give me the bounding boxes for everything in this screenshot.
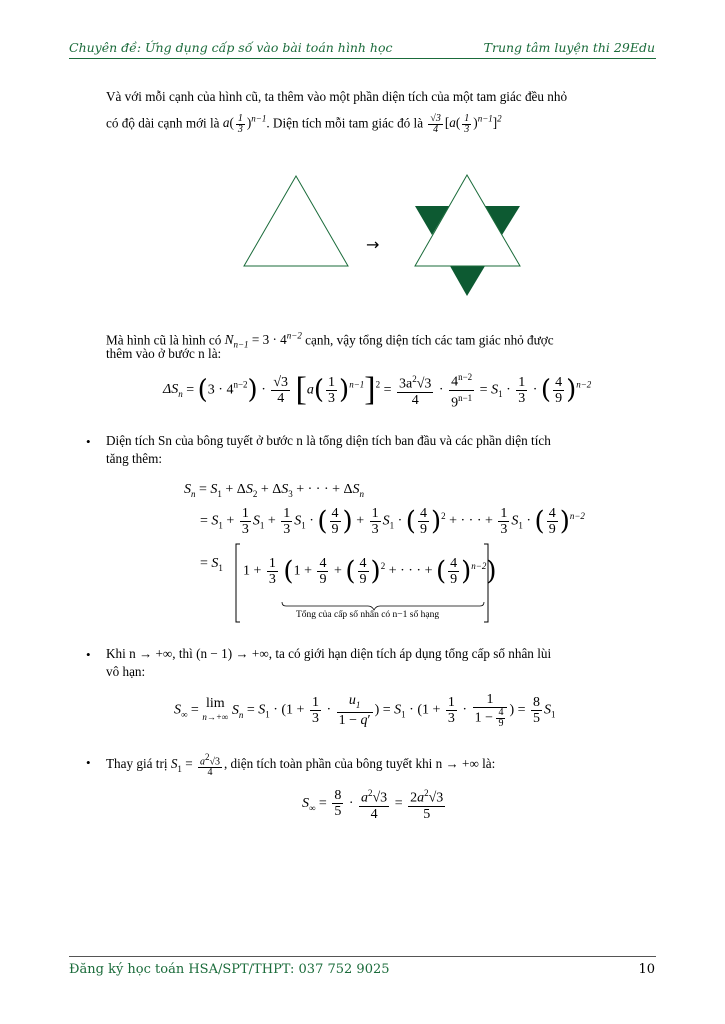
page-number: 10	[638, 962, 655, 977]
para2-line-2: thêm vào ở bước n là:	[106, 346, 222, 361]
equation-delta-s: $\Delta S_n = (3 \cdot 4^{n-2})$ · $\frac{√3}{4}$ [a( $\frac{1}{3}$ )$^{n-1}$]$^2$ = $\frac{3a^2√3}{4}$ · $\frac{4^{n-2}}{9^{n-1}}$ = $S_1$ · $\frac{1}{3}$ · ( $\frac{4}{9}$ )$^{n-2}$	[163, 371, 592, 411]
underbrace-caption: Tổng của cấp số nhân có n−1 số hạng	[296, 610, 440, 620]
header-title: Chuyên đề: Ứng dụng cấp số vào bài toán hình học	[69, 40, 393, 55]
equation-bracket-content: 1 + $\frac{1}{3}$ (1 + $\frac{4}{9}$ + ( $\frac{4}{9}$ )$^2$ + · · · + ( $\frac{4}{9}$ )$^{n-2}$)	[243, 556, 497, 587]
bullet3-line: Thay giá trị $S_1$ = $\frac{a^2√3}{4}$ , diện tích toàn phần của bông tuyết khi n → +∞ là:	[106, 752, 496, 779]
bullet3-text-a: Thay giá trị	[106, 756, 168, 772]
bullet1-line-2: tăng thêm:	[106, 451, 163, 466]
equation-final-area: $S_\infty$ = $\frac{8}{5}$ · $\frac{a^2√3}{4}$ = $\frac{2a^2√3}{5}$	[302, 788, 444, 822]
footer-contact: Đăng ký học toán HSA/SPT/THPT: 037 752 9025	[69, 962, 390, 977]
equation-limit: $S_\infty = \lim$ n→+∞ $S_n = S_1 \cdot (1$ + $\frac{1}{3}$ · $\frac{u_1}{1 - q'}$ ) = $S_1 \cdot (1$ + $\frac{1}{3}$ · 1 1 − $\frac{4}{9}$ ) = $\frac{8}{5}$ $S_1$	[174, 692, 556, 729]
bullet1-line-1: Diện tích Sn của bông tuyết ở bước n là tổng diện tích ban đầu và các phần diện tích	[106, 433, 551, 448]
equation-sum-line-1: $S_n = S_1 + \Delta S_2 + \Delta S_3$ + · · · + $\Delta S_n$	[184, 482, 364, 499]
intro-line-2	[106, 110, 658, 135]
header-divider	[69, 58, 656, 59]
bullet3-text-b: , diện tích toàn phần của bông tuyết khi n → +∞ là:	[223, 756, 496, 772]
footer-divider	[69, 956, 656, 957]
arrow-symbol: →	[366, 235, 380, 254]
para2-text-a: Mà hình cũ là hình có	[106, 332, 222, 348]
bullet-marker: •	[86, 647, 91, 662]
bullet-marker: •	[86, 755, 91, 770]
equation-sum-line-3: = $S_1$	[200, 556, 223, 573]
formula-edge-count: $N_{n-1} = 3 \cdot 4^{n-2}$	[224, 331, 302, 351]
equation-sum-line-2: = $S_1$ + $\frac{1}{3}$ $S_1$ + $\frac{1}{3}$ $S_1$ · ( $\frac{4}{9}$ ) + $\frac{1}{3}$ $S_1$ · ( $\frac{4}{9}$ )$^2$ + · · · + $\frac{1}{3}$ $S_1$ · ( $\frac{4}{9}$ )$^{n-2}$	[200, 506, 585, 537]
snowflake-step	[415, 175, 520, 296]
bullet2-line-2: vô hạn:	[106, 664, 146, 679]
original-triangle	[244, 176, 348, 266]
formula-side-length: a( $\frac{1}{3}$ )$^{n-1}$	[222, 112, 267, 135]
bullet-marker: •	[86, 434, 91, 449]
intro-text-a: có độ dài cạnh mới là	[106, 115, 220, 131]
new-small-triangle	[450, 266, 485, 296]
header-brand: Trung tâm luyện thi 29Edu	[483, 40, 655, 55]
para2-text-b: cạnh, vậy tổng diện tích các tam giác nhỏ được	[305, 332, 554, 348]
formula-triangle-area: $\frac{√3}{4}$ [a( $\frac{1}{3}$ )$^{n-1}$]$^2$	[430, 112, 502, 135]
intro-text-b: . Diện tích mỗi tam giác đó là	[266, 115, 424, 131]
bullet2-line-1: Khi n → +∞, thì (n − 1) → +∞, ta có giới hạn diện tích áp dụng tổng cấp số nhân lùi	[106, 646, 552, 661]
intro-line-1: Và với mỗi cạnh của hình cũ, ta thêm vào một phần diện tích của một tam giác đều nhỏ	[106, 89, 568, 104]
snowflake-figure	[230, 170, 540, 300]
